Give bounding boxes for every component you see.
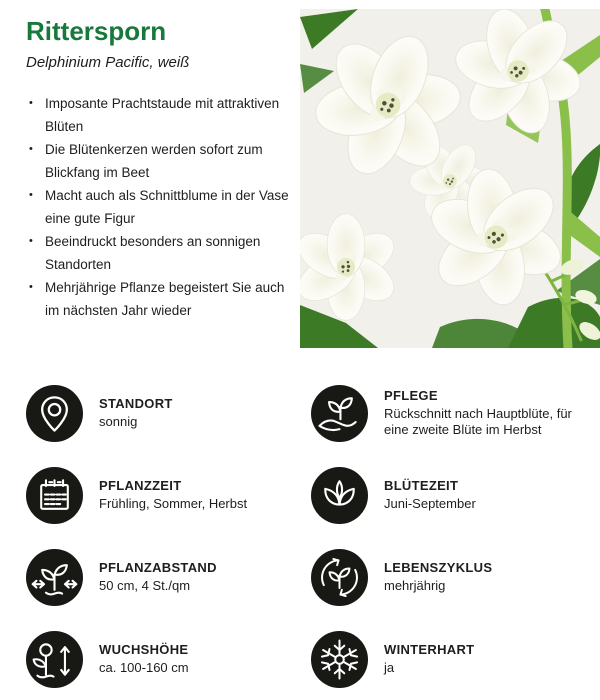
calendar-icon [26,467,83,524]
attribute-value: sonnig [99,413,138,429]
feature-item: • Macht auch als Schnittblume in der Vase eine gute Figur [45,184,295,230]
attribute-value: Frühling, Sommer, Herbst [99,495,248,511]
product-photo-delphinium [300,9,600,348]
attribute-value: ja [384,659,395,675]
attribute-standort [26,372,311,454]
attribute-label: BLÜTEZEIT [384,477,459,493]
attribute-bluetezeit [311,454,586,536]
attribute-label: PFLANZZEIT [99,477,182,493]
page-title: Rittersporn [26,16,167,46]
feature-item: • Mehrjährige Pflanze begeistert Sie auch im nächsten Jahr wieder [45,276,295,322]
attribute-label: PFLEGE [384,387,438,403]
attribute-label: WUCHSHÖHE [99,641,189,657]
attribute-winterhart [311,618,586,700]
attribute-value: ca. 100-160 cm [99,659,189,675]
attribute-label: PFLANZABSTAND [99,559,217,575]
flower-icon [311,467,368,524]
attribute-value: Juni-September [384,495,476,511]
feature-item: • Beeindruckt besonders an sonnigen Standorten [45,230,295,276]
attribute-grid [26,372,586,700]
feature-list [26,92,295,322]
attribute-lebenszyklus [311,536,586,618]
botanical-name: Delphinium Pacific, weiß [26,54,190,71]
attribute-label: WINTERHART [384,641,475,657]
feature-item: • Die Blütenkerzen werden sofort zum Blickfang im Beet [45,138,295,184]
attribute-pflanzzeit [26,454,311,536]
attribute-value: 50 cm, 4 St./qm [99,577,191,593]
location-pin-icon [26,385,83,442]
hand-plant-icon [311,385,368,442]
attribute-pflege [311,372,586,454]
attribute-value: Rückschnitt nach Hauptblüte, für eine zweite Blüte im Herbst [384,405,572,437]
growth-height-icon [26,631,83,688]
attribute-label: LEBENSZYKLUS [384,559,493,575]
feature-item: • Imposante Prachtstaude mit attraktiven Blüten [45,92,295,138]
plant-spacing-icon [26,549,83,606]
product-description [26,16,288,322]
life-cycle-icon [311,549,368,606]
attribute-label: STANDORT [99,395,173,411]
attribute-value: mehrjährig [384,577,446,593]
attribute-wuchshoehe [26,618,311,700]
snowflake-icon [311,631,368,688]
attribute-pflanzabstand [26,536,311,618]
